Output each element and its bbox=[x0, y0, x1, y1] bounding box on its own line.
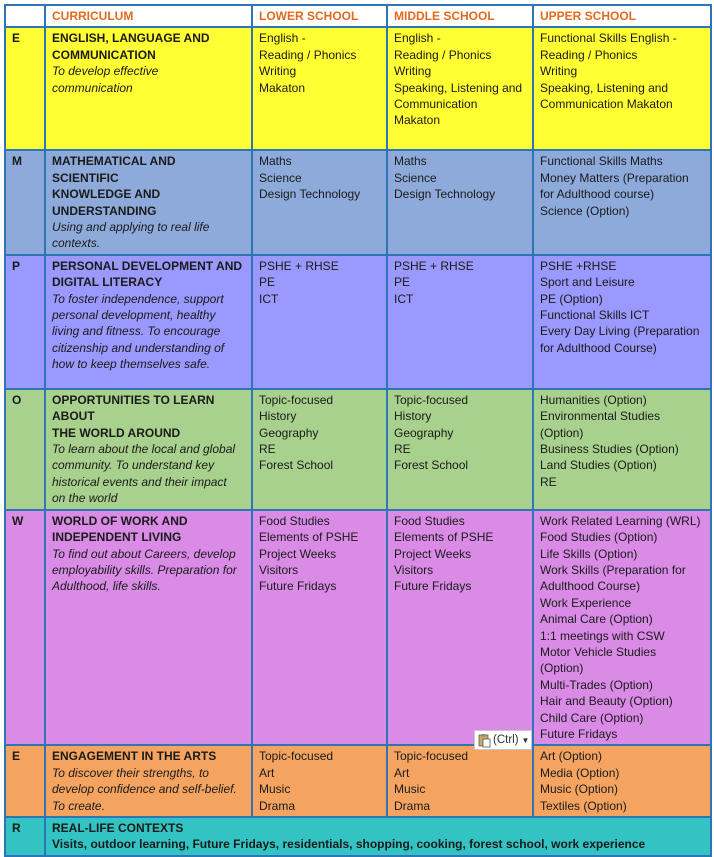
subject-item: English - bbox=[394, 31, 441, 46]
area-description-line: on the world bbox=[52, 491, 118, 506]
subject-item: Art bbox=[259, 765, 275, 780]
subject-item: Speaking, Listening and bbox=[394, 80, 523, 95]
area-title-line: OPPORTUNITIES TO LEARN ABOUT bbox=[52, 392, 215, 424]
middle-school-cell bbox=[387, 389, 533, 510]
subject-item: Project Weeks bbox=[394, 546, 472, 561]
subject-item: Visitors bbox=[394, 562, 434, 577]
subject-item: Geography bbox=[394, 425, 454, 440]
row-engagement-arts bbox=[5, 745, 711, 817]
middle-school-cell bbox=[387, 255, 533, 389]
subject-item: Communication bbox=[394, 97, 478, 112]
area-title-line: COMMUNICATION bbox=[52, 47, 156, 62]
subject-item: Maths bbox=[394, 154, 427, 169]
paste-options-label: (Ctrl) bbox=[493, 734, 519, 746]
curriculum-area-cell bbox=[45, 510, 252, 746]
subject-item: Science bbox=[394, 170, 437, 185]
header-curriculum: CURRICULUM bbox=[45, 5, 252, 27]
area-description-line: Adulthood, life skills. bbox=[52, 579, 161, 594]
subject-item: Music bbox=[259, 782, 291, 797]
row-opportunities bbox=[5, 389, 711, 510]
row-letter: O bbox=[5, 389, 45, 510]
area-title-line: WORLD OF WORK AND bbox=[52, 513, 188, 528]
header-upper-school: UPPER SCHOOL bbox=[533, 5, 711, 27]
area-description-line: communication bbox=[52, 80, 133, 95]
subject-item: Communication Makaton bbox=[540, 97, 673, 112]
middle-school-cell bbox=[387, 27, 533, 150]
area-description-line: living and fitness. To encourage bbox=[52, 324, 221, 339]
area-description-line: Using and applying to real life bbox=[52, 220, 210, 235]
area-description-line: develop confidence and self-belief. bbox=[52, 782, 237, 797]
area-description-line: To foster independence, support bbox=[52, 291, 224, 306]
subject-item: Topic-focused bbox=[259, 749, 334, 764]
upper-school-cell bbox=[533, 745, 711, 817]
subject-item: Money Matters (Preparation bbox=[540, 170, 689, 185]
subject-item: Motor Vehicle Studies bbox=[540, 644, 657, 659]
curriculum-table bbox=[4, 4, 712, 857]
subject-item: PSHE + RHSE bbox=[394, 258, 474, 273]
paste-options-button[interactable] bbox=[474, 730, 532, 750]
subject-item: Forest School bbox=[394, 458, 469, 473]
subject-item: Elements of PSHE bbox=[394, 530, 494, 545]
subject-item: Functional Skills ICT bbox=[540, 308, 650, 323]
lower-school-cell bbox=[252, 27, 387, 150]
middle-school-cell bbox=[387, 150, 533, 254]
area-title-line: DIGITAL LITERACY bbox=[52, 275, 163, 290]
subject-item: 1:1 meetings with CSW bbox=[540, 628, 665, 643]
area-title: REAL-LIFE CONTEXTS bbox=[52, 821, 184, 835]
header-lower-school: LOWER SCHOOL bbox=[252, 5, 387, 27]
subject-item: Music (Option) bbox=[540, 782, 619, 797]
header-row bbox=[5, 5, 711, 27]
subject-item: Food Studies (Option) bbox=[540, 530, 658, 545]
row-english bbox=[5, 27, 711, 150]
subject-item: Topic-focused bbox=[394, 749, 469, 764]
upper-school-cell bbox=[533, 255, 711, 389]
subject-item: Environmental Studies bbox=[540, 409, 661, 424]
subject-item: Drama bbox=[259, 798, 296, 813]
area-description-line: To discover their strengths, to bbox=[52, 765, 209, 780]
area-description-line: how to keep themselves safe. bbox=[52, 357, 211, 372]
upper-school-cell bbox=[533, 389, 711, 510]
subject-item: (Option) bbox=[540, 425, 584, 440]
subject-item: Multi-Trades (Option) bbox=[540, 677, 653, 692]
header-letter-cell bbox=[5, 5, 45, 27]
chevron-down-icon: ▼ bbox=[521, 735, 530, 745]
curriculum-area-cell bbox=[45, 389, 252, 510]
subject-item: Art (Option) bbox=[540, 749, 603, 764]
subject-item: Speaking, Listening and bbox=[540, 80, 669, 95]
area-title-line: MATHEMATICAL AND SCIENTIFIC bbox=[52, 154, 176, 185]
subject-item: History bbox=[259, 409, 297, 424]
subject-item: Design Technology bbox=[259, 187, 361, 202]
area-title-line: INDEPENDENT LIVING bbox=[52, 530, 182, 545]
lower-school-cell bbox=[252, 150, 387, 254]
subject-item: Business Studies (Option) bbox=[540, 442, 679, 457]
subject-item: RE bbox=[394, 442, 411, 457]
subject-item: Work Related Learning (WRL) bbox=[540, 513, 701, 528]
subject-item: ICT bbox=[259, 291, 279, 306]
subject-item: Maths bbox=[259, 154, 292, 169]
area-description-line: employability skills. Preparation for bbox=[52, 562, 237, 577]
subject-item: Animal Care (Option) bbox=[540, 612, 653, 627]
subject-item: Reading / Phonics bbox=[540, 47, 638, 62]
subject-item: History bbox=[394, 409, 432, 424]
subject-item: Visitors bbox=[259, 562, 299, 577]
area-title-line: ENGLISH, LANGUAGE AND bbox=[52, 31, 210, 46]
area-description-line: contexts. bbox=[52, 236, 101, 251]
lower-school-cell bbox=[252, 510, 387, 746]
subject-item: Food Studies bbox=[259, 513, 330, 528]
subject-item: Project Weeks bbox=[259, 546, 337, 561]
subject-item: RE bbox=[540, 474, 557, 489]
subject-item: Future Fridays bbox=[394, 579, 472, 594]
area-title-line: THE WORLD AROUND bbox=[52, 425, 181, 440]
row-maths bbox=[5, 150, 711, 254]
subject-item: Adulthood Course) bbox=[540, 579, 641, 594]
subject-item: Writing bbox=[540, 64, 578, 79]
subject-item: Topic-focused bbox=[394, 392, 469, 407]
subject-item: Drama bbox=[394, 798, 431, 813]
subject-item: Humanities (Option) bbox=[540, 392, 647, 407]
curriculum-area-cell bbox=[45, 255, 252, 389]
subject-item: Media (Option) bbox=[540, 765, 620, 780]
upper-school-cell bbox=[533, 27, 711, 150]
clipboard-paste-icon bbox=[478, 733, 491, 748]
area-description-line: community. To understand key bbox=[52, 458, 215, 473]
area-description-line: To find out about Careers, develop bbox=[52, 546, 236, 561]
row-letter: W bbox=[5, 510, 45, 746]
row-personal-development bbox=[5, 255, 711, 389]
row-real-life bbox=[5, 817, 711, 856]
upper-school-cell bbox=[533, 510, 711, 746]
subject-item: Writing bbox=[394, 64, 432, 79]
subject-item: Life Skills (Option) bbox=[540, 546, 638, 561]
subject-item: Reading / Phonics bbox=[394, 47, 492, 62]
subject-item: Topic-focused bbox=[259, 392, 334, 407]
middle-school-cell bbox=[387, 510, 533, 746]
subject-item: PE bbox=[394, 275, 411, 290]
subject-item: ICT bbox=[394, 291, 414, 306]
row-letter: E bbox=[5, 27, 45, 150]
area-description-line: citizenship and understanding of bbox=[52, 340, 225, 355]
subject-item: (Option) bbox=[540, 661, 584, 676]
real-life-text: Visits, outdoor learning, Future Fridays, residentials, shopping, cooking, forest school, work experience bbox=[52, 837, 646, 852]
subject-item: Work Skills (Preparation for bbox=[540, 562, 686, 577]
subject-item: Makaton bbox=[394, 113, 441, 128]
row-world-of-work bbox=[5, 510, 711, 746]
subject-item: Functional Skills Maths bbox=[540, 154, 663, 169]
row-letter: R bbox=[5, 817, 45, 856]
subject-item: Makaton bbox=[259, 80, 306, 95]
subject-item: Art bbox=[394, 765, 410, 780]
row-letter: E bbox=[5, 745, 45, 817]
subject-item: English - bbox=[259, 31, 306, 46]
subject-item: Elements of PSHE bbox=[259, 530, 359, 545]
area-description-line: To develop effective bbox=[52, 64, 159, 79]
subject-item: PSHE + RHSE bbox=[259, 258, 339, 273]
subject-item: Music bbox=[394, 782, 426, 797]
lower-school-cell bbox=[252, 255, 387, 389]
area-title-line: KNOWLEDGE AND bbox=[52, 187, 161, 202]
subject-item: PE bbox=[259, 275, 276, 290]
area-description-line: personal development, healthy bbox=[52, 308, 216, 323]
area-description-line: To create. bbox=[52, 798, 105, 813]
subject-item: RE bbox=[259, 442, 276, 457]
subject-item: Future Fridays bbox=[540, 726, 618, 741]
subject-item: Sport and Leisure bbox=[540, 275, 635, 290]
subject-item: Child Care (Option) bbox=[540, 710, 644, 725]
subject-item: Work Experience bbox=[540, 595, 632, 610]
area-title-line: UNDERSTANDING bbox=[52, 203, 157, 218]
subject-item: Writing bbox=[259, 64, 297, 79]
subject-item: Textiles (Option) bbox=[540, 798, 627, 813]
subject-item: Science (Option) bbox=[540, 203, 630, 218]
subject-item: Every Day Living (Preparation bbox=[540, 324, 700, 339]
subject-item: PE (Option) bbox=[540, 291, 603, 306]
area-description-line: To learn about the local and global bbox=[52, 442, 236, 457]
subject-item: PSHE +RHSE bbox=[540, 258, 617, 273]
row-letter: P bbox=[5, 255, 45, 389]
curriculum-area-cell bbox=[45, 150, 252, 254]
lower-school-cell bbox=[252, 745, 387, 817]
subject-item: Design Technology bbox=[394, 187, 496, 202]
subject-item: Reading / Phonics bbox=[259, 47, 357, 62]
subject-item: Forest School bbox=[259, 458, 334, 473]
real-life-cell bbox=[45, 817, 711, 856]
row-letter: M bbox=[5, 150, 45, 254]
upper-school-cell bbox=[533, 150, 711, 254]
area-title-line: ENGAGEMENT IN THE ARTS bbox=[52, 749, 217, 764]
subject-item: for Adulthood Course) bbox=[540, 340, 657, 355]
subject-item: Land Studies (Option) bbox=[540, 458, 657, 473]
subject-item: for Adulthood course) bbox=[540, 187, 655, 202]
subject-item: Science bbox=[259, 170, 302, 185]
header-middle-school: MIDDLE SCHOOL bbox=[387, 5, 533, 27]
curriculum-area-cell bbox=[45, 745, 252, 817]
subject-item: Future Fridays bbox=[259, 579, 337, 594]
subject-item: Functional Skills English - bbox=[540, 31, 677, 46]
subject-item: Hair and Beauty (Option) bbox=[540, 694, 673, 709]
subject-item: Geography bbox=[259, 425, 319, 440]
area-description-line: historical events and their impact bbox=[52, 474, 227, 489]
middle-school-cell bbox=[387, 745, 533, 817]
area-title-line: PERSONAL DEVELOPMENT AND bbox=[52, 258, 243, 273]
curriculum-area-cell bbox=[45, 27, 252, 150]
subject-item: Food Studies bbox=[394, 513, 465, 528]
lower-school-cell bbox=[252, 389, 387, 510]
